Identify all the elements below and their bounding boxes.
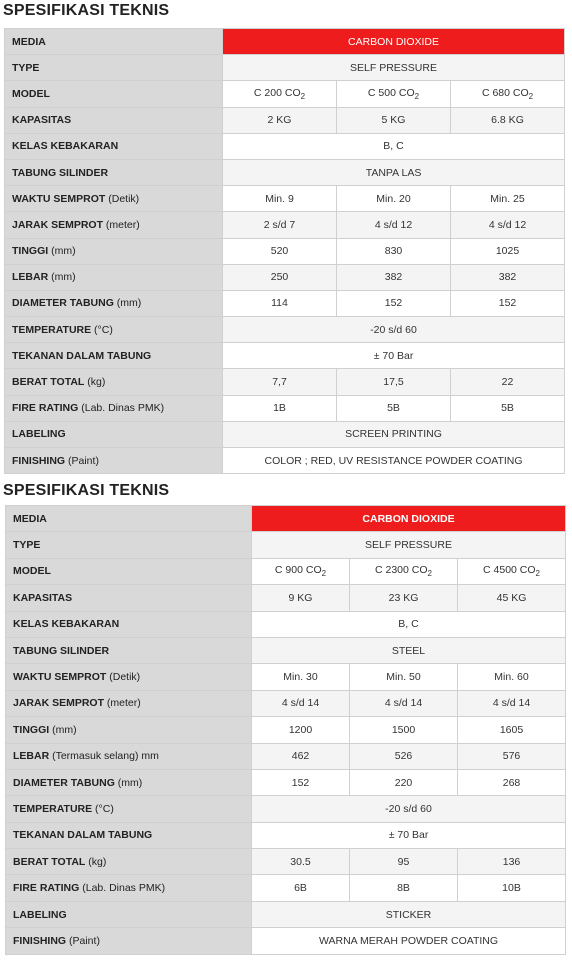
spec-cell-text: Min. 25 [490,192,525,205]
spec-key: DIAMETER TABUNG [12,297,114,310]
spec-cell-text: 4 s/d 12 [488,218,527,231]
spec-cell-text: 8B [397,882,410,895]
media-value: CARBON DIOXIDE [223,29,565,55]
spec-value: ± 70 Bar [223,343,565,369]
spec-unit: (mm) [114,776,143,789]
spec-cell-text: 152 [498,297,517,310]
spec-key: MEDIA [12,35,46,48]
spec-table-1 [4,28,565,474]
spec-cell-text: 6B [294,882,307,895]
section-title-2: SPESIFIKASI TEKNIS [3,482,170,499]
spec-row [6,532,566,558]
spec-cell [252,585,350,611]
spec-label [6,901,252,927]
spec-key: FINISHING [12,454,66,467]
spec-label [5,421,223,447]
spec-cell-text: Min. 20 [376,192,411,205]
spec-cell-text: 1500 [391,723,416,736]
spec-key: BERAT TOTAL [12,376,85,389]
spec-key: TYPE [13,539,41,552]
spec-row [5,133,565,159]
spec-cell [458,664,566,690]
spec-row [6,849,566,875]
spec-row [5,264,565,290]
spec-cell [451,264,565,290]
spec-cell-text: 17,5 [383,376,404,389]
spec-row [5,186,565,212]
media-value: CARBON DIOXIDE [252,506,566,532]
spec-unit: (mm) [48,271,76,284]
spec-cell-text: C 200 CO [253,86,301,99]
spec-cell-text: Min. 60 [494,671,529,684]
subscript: 2 [300,92,306,102]
spec-row [6,506,566,532]
spec-cell [458,849,566,875]
spec-unit: (Detik) [106,671,141,684]
spec-cell [451,212,565,238]
spec-label [5,238,223,264]
spec-cell-text: 1025 [495,245,520,258]
spec-cell [223,369,337,395]
spec-key: WAKTU SEMPROT [12,192,106,205]
spec-cell [350,769,458,795]
spec-cell-text: 5 KG [381,114,406,127]
spec-key: FINISHING [13,934,67,947]
spec-cell [223,81,337,107]
spec-cell [337,369,451,395]
spec-cell-text: Min. 50 [386,671,421,684]
spec-cell [252,558,350,584]
spec-cell [337,186,451,212]
spec-cell-text: 23 KG [388,591,419,604]
spec-cell-text: 1605 [499,723,524,736]
spec-cell [451,290,565,316]
spec-table-2 [5,505,566,955]
spec-label [5,264,223,290]
spec-label [5,107,223,133]
spec-cell-text: Min. 30 [283,671,318,684]
spec-unit: (meter) [104,697,141,710]
spec-unit: (Detik) [105,192,140,205]
spec-row [5,448,565,474]
spec-cell-text: 576 [502,750,521,763]
spec-cell [458,743,566,769]
spec-row [6,822,566,848]
spec-cell [458,875,566,901]
spec-cell-text: 2 s/d 7 [263,218,296,231]
spec-cell-text: 7,7 [272,376,287,389]
spec-cell-text: 830 [384,245,403,258]
spec-key: MEDIA [13,512,47,525]
spec-cell [337,264,451,290]
spec-cell-text: 462 [291,750,310,763]
spec-row [6,875,566,901]
spec-cell [252,690,350,716]
spec-label [6,822,252,848]
spec-value: COLOR ; RED, UV RESISTANCE POWDER COATING [223,448,565,474]
spec-unit: (Paint) [66,934,100,947]
spec-label [5,212,223,238]
spec-cell [223,107,337,133]
spec-cell-text: 4 s/d 12 [374,218,413,231]
spec-label [6,664,252,690]
spec-cell-text: 5B [501,402,514,415]
spec-label [5,159,223,185]
spec-cell-text: 95 [397,855,410,868]
spec-cell-text: 136 [502,855,521,868]
spec-key: FIRE RATING [13,882,80,895]
spec-key: TABUNG SILINDER [13,644,110,657]
spec-label [5,55,223,81]
spec-cell [451,107,565,133]
spec-value: -20 s/d 60 [223,317,565,343]
spec-cell-text: 6.8 KG [491,114,524,127]
spec-cell-text: 268 [502,776,521,789]
spec-label [6,875,252,901]
spec-cell-text: 1B [273,402,286,415]
spec-label [5,81,223,107]
spec-cell-text: 2 KG [267,114,292,127]
spec-key: KELAS KEBAKARAN [13,618,120,631]
spec-unit: (mm) [49,723,77,736]
spec-value: STICKER [252,901,566,927]
spec-cell-text: 30.5 [290,855,311,868]
spec-key: TINGGI [13,723,50,736]
spec-value: WARNA MERAH POWDER COATING [252,928,566,954]
spec-key: MODEL [12,87,50,100]
spec-cell-text: C 2300 CO [375,564,428,577]
spec-cell-text: 45 KG [496,591,527,604]
spec-unit: (°C) [91,323,113,336]
spec-row [5,421,565,447]
spec-cell [252,769,350,795]
spec-unit: (Paint) [65,454,99,467]
spec-label [6,769,252,795]
spec-cell-text: 382 [384,271,403,284]
spec-cell-text: 382 [498,271,517,284]
spec-label [6,928,252,954]
spec-value: SELF PRESSURE [252,532,566,558]
spec-cell [350,585,458,611]
spec-value: B, C [223,133,565,159]
spec-cell [350,849,458,875]
spec-unit: (°C) [92,802,114,815]
subscript: 2 [414,92,420,102]
spec-row [6,558,566,584]
spec-row [6,769,566,795]
spec-label [5,186,223,212]
spec-key: TEKANAN DALAM TABUNG [13,829,153,842]
spec-key: JARAK SEMPROT [13,697,105,710]
spec-row [6,637,566,663]
spec-key: TEKANAN DALAM TABUNG [12,349,152,362]
spec-cell-text: 114 [271,297,288,310]
spec-cell [337,81,451,107]
spec-key: TYPE [12,61,40,74]
spec-cell-text: 9 KG [288,591,313,604]
spec-label [6,717,252,743]
spec-key: JARAK SEMPROT [12,218,104,231]
spec-row [5,55,565,81]
spec-section-2 [0,480,572,960]
spec-value: B, C [252,611,566,637]
spec-row [5,317,565,343]
spec-cell [252,664,350,690]
spec-unit: (meter) [103,218,140,231]
spec-label [6,532,252,558]
spec-cell-text: 1200 [288,723,313,736]
spec-cell [458,769,566,795]
spec-row [6,743,566,769]
spec-label [5,343,223,369]
spec-cell [350,690,458,716]
spec-cell [451,81,565,107]
spec-key: MODEL [13,565,51,578]
spec-value: SELF PRESSURE [223,55,565,81]
spec-cell [451,395,565,421]
spec-key: TEMPERATURE [13,802,93,815]
spec-cell-text: 526 [394,750,413,763]
spec-value: ± 70 Bar [252,822,566,848]
spec-unit: (kg) [84,376,106,389]
spec-cell [350,717,458,743]
spec-cell-text: C 4500 CO [483,564,536,577]
spec-cell [350,558,458,584]
spec-cell-text: 4 s/d 14 [281,697,320,710]
spec-label [6,637,252,663]
spec-unit: (Lab. Dinas PMK) [79,882,166,895]
spec-cell [451,186,565,212]
spec-label [6,796,252,822]
spec-unit: (Termasuk selang) mm [49,750,159,763]
spec-cell-text: 520 [270,245,289,258]
spec-unit: (kg) [85,855,107,868]
spec-row [6,664,566,690]
spec-row [6,611,566,637]
spec-cell-text: 4 s/d 14 [492,697,531,710]
spec-cell [252,875,350,901]
spec-cell-text: 10B [502,882,521,895]
spec-key: BERAT TOTAL [13,855,86,868]
spec-row [5,369,565,395]
spec-cell [337,290,451,316]
spec-key: KAPASITAS [13,591,73,604]
spec-cell [223,395,337,421]
spec-cell [252,717,350,743]
spec-cell [252,743,350,769]
spec-row [6,585,566,611]
spec-key: DIAMETER TABUNG [13,776,115,789]
spec-label [5,369,223,395]
spec-cell-text: 220 [394,776,413,789]
spec-row [5,159,565,185]
spec-row [6,717,566,743]
spec-label [5,29,223,55]
spec-label [5,395,223,421]
spec-row [6,690,566,716]
section-title-1: SPESIFIKASI TEKNIS [3,2,170,19]
spec-value: STEEL [252,637,566,663]
spec-key: TEMPERATURE [12,323,92,336]
spec-row [5,212,565,238]
spec-cell [451,238,565,264]
spec-value: SCREEN PRINTING [223,421,565,447]
spec-key: LABELING [13,908,67,921]
spec-cell [458,585,566,611]
spec-row [5,238,565,264]
spec-label [6,690,252,716]
subscript: 2 [528,92,534,102]
spec-label [6,611,252,637]
spec-cell [337,395,451,421]
spec-label [6,743,252,769]
spec-cell-text: Min. 9 [265,192,294,205]
spec-cell-text: C 680 CO [481,86,529,99]
spec-cell-text: 250 [270,271,289,284]
spec-cell [223,238,337,264]
spec-row [6,928,566,954]
spec-label [6,849,252,875]
spec-key: LEBAR [12,271,49,284]
spec-key: TABUNG SILINDER [12,166,109,179]
spec-key: FIRE RATING [12,402,79,415]
spec-value: TANPA LAS [223,159,565,185]
spec-label [6,506,252,532]
spec-cell [337,107,451,133]
spec-cell-text: 22 [501,376,514,389]
spec-label [5,317,223,343]
spec-row [5,290,565,316]
spec-label [6,558,252,584]
spec-key: LEBAR [13,750,50,763]
spec-cell-text: 4 s/d 14 [384,697,423,710]
spec-cell [337,238,451,264]
spec-row [6,796,566,822]
spec-cell [337,212,451,238]
spec-row [5,395,565,421]
spec-row [5,107,565,133]
spec-row [6,901,566,927]
spec-cell [350,875,458,901]
spec-key: KELAS KEBAKARAN [12,140,119,153]
spec-key: LABELING [12,428,66,441]
spec-row [5,81,565,107]
spec-row [5,29,565,55]
spec-cell [223,264,337,290]
spec-cell-text: 5B [387,402,400,415]
spec-cell [223,186,337,212]
spec-cell-text: 152 [291,776,310,789]
spec-cell [350,743,458,769]
spec-cell [223,212,337,238]
spec-cell [223,290,337,316]
spec-cell [458,690,566,716]
subscript: 2 [427,569,432,579]
spec-cell [458,558,566,584]
spec-label [5,133,223,159]
spec-cell-text: 152 [384,297,403,310]
spec-label [5,290,223,316]
spec-cell-text: C 500 CO [367,86,415,99]
spec-key: TINGGI [12,245,49,258]
spec-value: -20 s/d 60 [252,796,566,822]
subscript: 2 [535,569,540,579]
spec-unit: (Lab. Dinas PMK) [78,402,165,415]
spec-cell [350,664,458,690]
spec-row [5,343,565,369]
spec-cell [252,849,350,875]
spec-key: KAPASITAS [12,114,72,127]
spec-cell-text: C 900 CO [274,564,322,577]
spec-key: WAKTU SEMPROT [13,671,107,684]
spec-cell [458,717,566,743]
spec-unit: (mm) [48,245,76,258]
spec-label [5,448,223,474]
spec-unit: (mm) [113,297,142,310]
spec-label [6,585,252,611]
spec-cell [451,369,565,395]
subscript: 2 [321,569,327,579]
